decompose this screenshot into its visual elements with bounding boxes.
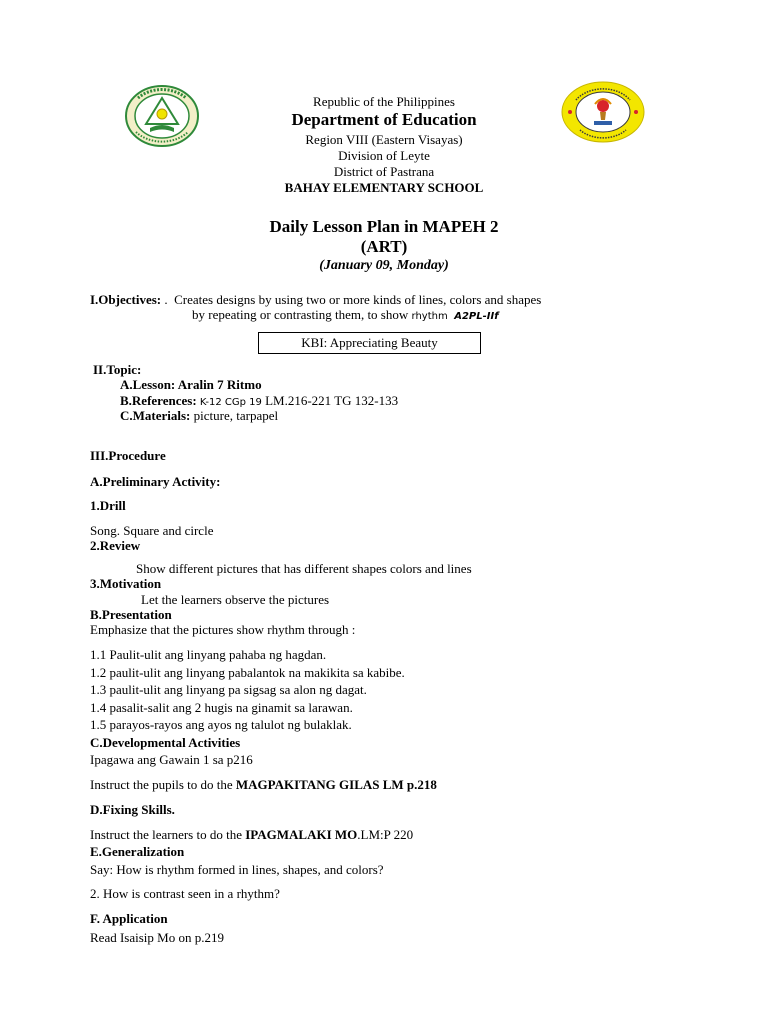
list-item: 1.5 parayos-rayos ang ayos ng talulot ng bulaklak. (90, 717, 352, 732)
lesson-value: Aralin 7 Ritmo (177, 377, 262, 392)
developmental-text: Ipagawa ang Gawain 1 sa p216 (90, 752, 253, 767)
developmental-heading: C.Developmental Activities (90, 735, 241, 750)
application-heading: F. Application (90, 911, 168, 926)
department-name: Department of Education (291, 110, 477, 129)
preliminary-heading: A.Preliminary Activity: (90, 474, 221, 489)
objectives-line-1 (90, 292, 541, 308)
division-line: Division of Leyte (338, 148, 430, 163)
republic-line: Republic of the Philippines (313, 94, 455, 109)
fixing-line (90, 827, 413, 843)
materials-label: C.Materials: (120, 408, 194, 423)
drill-text: Song. Square and circle (90, 523, 214, 538)
references-value: LM.216-221 TG 132-133 (265, 393, 399, 408)
objectives-separator: . (161, 292, 175, 307)
fixing-heading: D.Fixing Skills. (90, 802, 175, 817)
materials-value: picture, tarpapel (193, 408, 279, 423)
lesson-line (120, 377, 262, 393)
instruct-bold: MAGPAKITANG GILAS LM p.218 (235, 777, 437, 792)
district-line: District of Pastrana (333, 164, 435, 179)
fixing-pre: Instruct the learners to do the (90, 827, 246, 842)
instruct-pre: Instruct the pupils to do the (90, 777, 236, 792)
objectives-small-word: rhythm (411, 311, 448, 322)
motivation-heading: 3.Motivation (90, 576, 162, 591)
objectives-text-2: by repeating or contrasting them, to show (192, 307, 412, 322)
generalization-q1: Say: How is rhythm formed in lines, shapes, and colors? (90, 862, 384, 877)
list-item: 1.3 paulit-ulit ang linyang pa sigsag sa alon ng dagat. (90, 682, 367, 697)
presentation-heading: B.Presentation (90, 607, 172, 622)
fixing-post: .LM:P 220 (357, 827, 414, 842)
topic-label: II.Topic: (93, 362, 142, 377)
procedure-heading: III.Procedure (90, 448, 166, 463)
motivation-text: Let the learners observe the pictures (141, 592, 330, 607)
kbi-box: KBI: Appreciating Beauty (258, 332, 481, 354)
region-line: Region VIII (Eastern Visayas) (305, 132, 463, 147)
generalization-q2: 2. How is contrast seen in a rhythm? (90, 886, 280, 901)
lesson-date: (January 09, Monday) (319, 258, 449, 273)
presentation-text: Emphasize that the pictures show rhythm through : (90, 622, 356, 637)
application-text: Read Isaisip Mo on p.219 (90, 930, 224, 945)
subject-subtitle: (ART) (360, 237, 408, 256)
references-small: K-12 CGp 19 (199, 397, 266, 408)
objectives-code: A2PL-IIf (454, 311, 499, 322)
lesson-plan-title: Daily Lesson Plan in MAPEH 2 (269, 217, 499, 236)
list-item: 1.1 Paulit-ulit ang linyang pahaba ng hagdan. (90, 647, 327, 662)
references-label: B.References: (120, 393, 200, 408)
list-item: 1.4 pasalit-salit ang 2 hugis na ginamit sa larawan. (90, 700, 353, 715)
review-heading: 2.Review (90, 538, 141, 553)
review-text: Show different pictures that has different shapes colors and lines (136, 561, 472, 576)
references-line (120, 393, 398, 409)
materials-line (120, 408, 278, 424)
generalization-heading: E.Generalization (90, 844, 185, 859)
objectives-text-1: Creates designs by using two or more kinds of lines, colors and shapes (174, 292, 542, 307)
objectives-line-2 (192, 307, 499, 323)
instruct-line (90, 777, 437, 793)
objectives-label: I.Objectives: (90, 292, 162, 307)
school-name: BAHAY ELEMENTARY SCHOOL (284, 180, 484, 195)
list-item: 1.2 paulit-ulit ang linyang pabalantok na makikita sa kabibe. (90, 665, 405, 680)
drill-heading: 1.Drill (90, 498, 126, 513)
lesson-label: A.Lesson: (120, 377, 178, 392)
fixing-bold: IPAGMALAKI MO (245, 827, 358, 842)
